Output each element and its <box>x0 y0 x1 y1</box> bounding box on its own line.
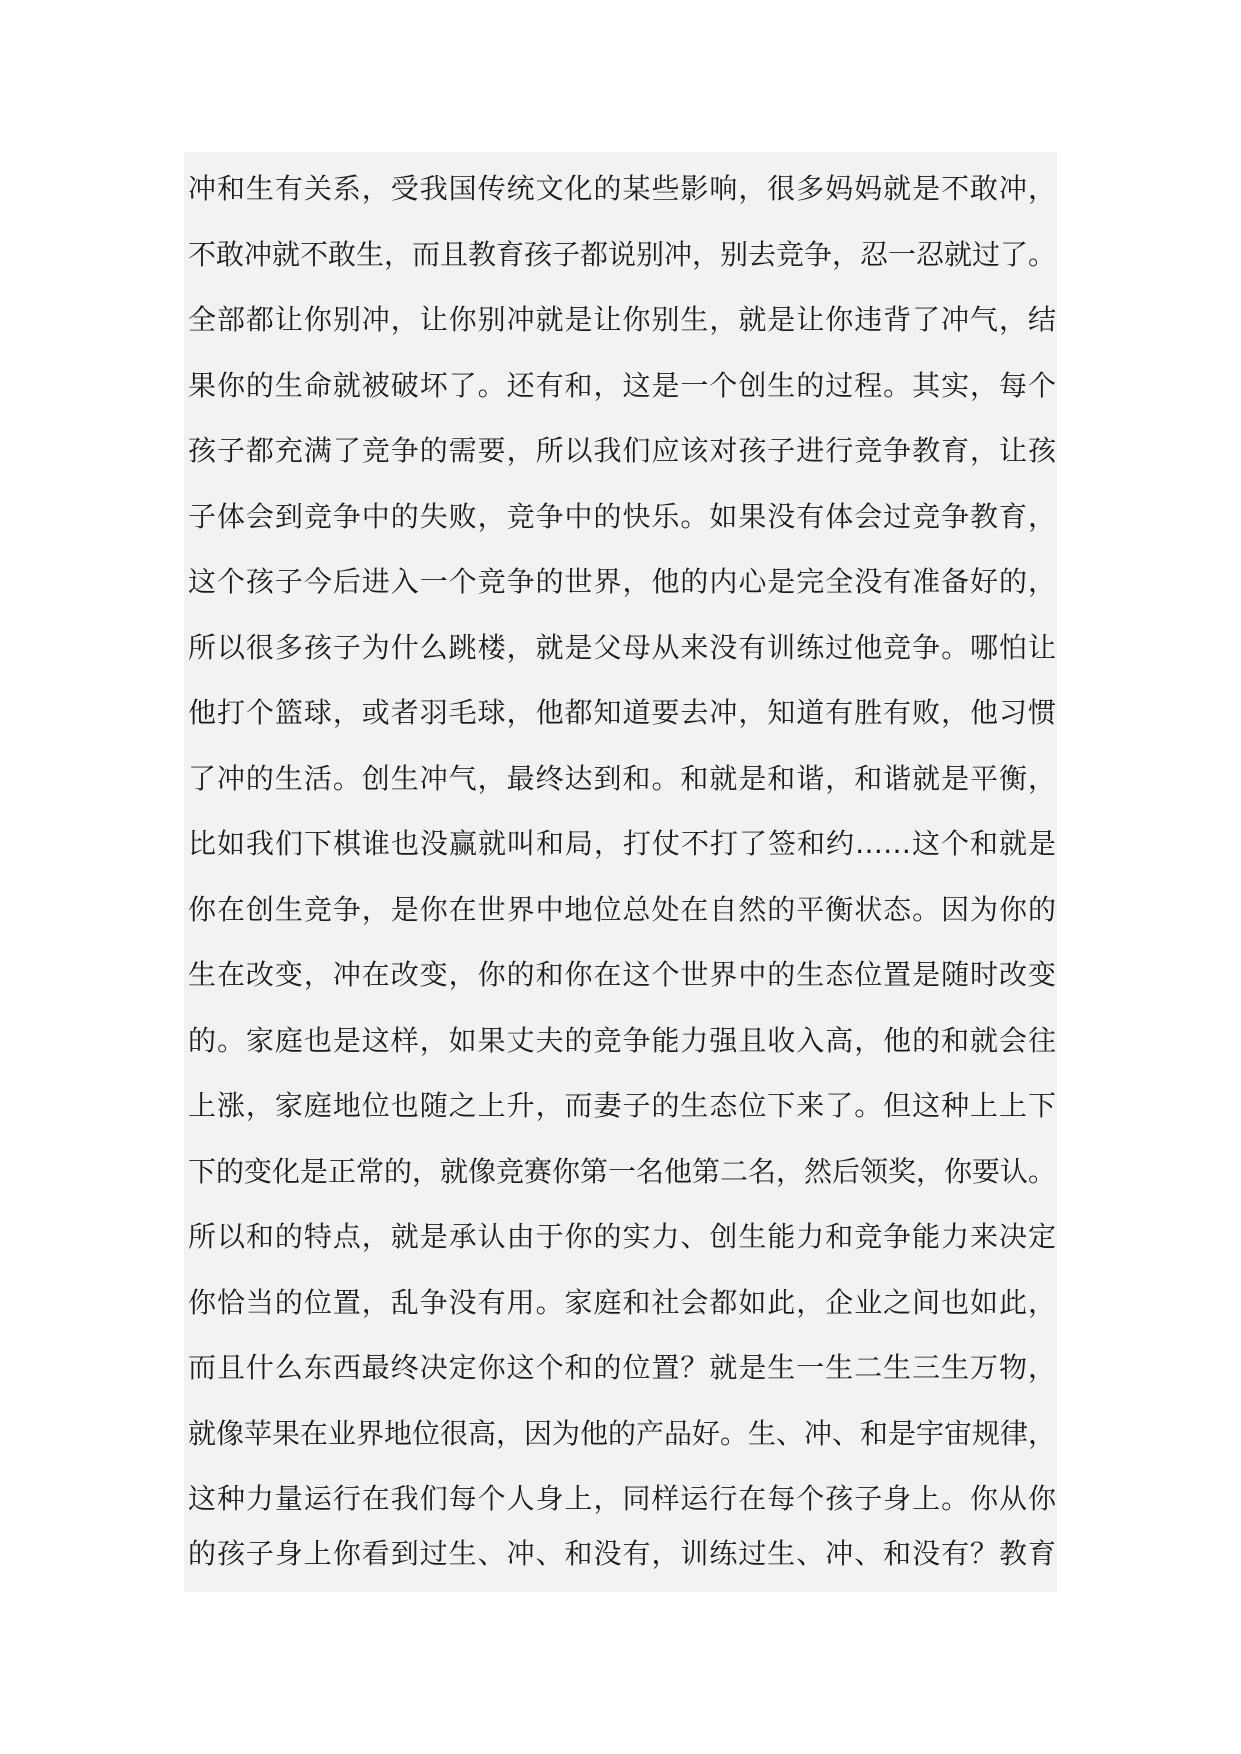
text-line: 你恰当的位置，乱争没有用。家庭和社会都如此，企业之间也如此， <box>188 1285 1056 1319</box>
text-line: 你在创生竞争，是你在世界中地位总处在自然的平衡状态。因为你的 <box>188 892 1056 926</box>
text-line: 冲和生有关系，受我国传统文化的某些影响，很多妈妈就是不敢冲， <box>188 172 1056 205</box>
text-line: 这种力量运行在我们每个人身上，同样运行在每个孩子身上。你从你 <box>188 1482 1056 1515</box>
text-line: 比如我们下棋谁也没赢就叫和局，打仗不打了签和约……这个和就是 <box>188 827 1056 860</box>
text-line: 孩子都充满了竞争的需要，所以我们应该对孩子进行竞争教育，让孩 <box>188 434 1056 467</box>
text-line: 生在改变，冲在改变，你的和你在这个世界中的生态位置是随时改变 <box>188 958 1056 991</box>
text-line: 了冲的生活。创生冲气，最终达到和。和就是和谐，和谐就是平衡， <box>188 761 1056 795</box>
text-line: 上涨，家庭地位也随之上升，而妻子的生态位下来了。但这种上上下 <box>188 1089 1056 1122</box>
text-line: 的孩子身上你看到过生、冲、和没有，训练过生、冲、和没有？教育 <box>188 1537 1056 1570</box>
text-line: 所以很多孩子为什么跳楼，就是父母从来没有训练过他竞争。哪怕让 <box>188 630 1056 664</box>
text-line: 子体会到竞争中的失败，竞争中的快乐。如果没有体会过竞争教育， <box>188 499 1056 533</box>
text-line: 全部都让你别冲，让你别冲就是让你别生，就是让你违背了冲气，结 <box>188 303 1056 336</box>
text-line: 下的变化是正常的，就像竞赛你第一名他第二名，然后领奖，你要认。 <box>188 1154 1057 1188</box>
text-line: 这个孩子今后进入一个竞争的世界，他的内心是完全没有准备好的， <box>188 565 1056 598</box>
text-line: 的。家庭也是这样，如果丈夫的竞争能力强且收入高，他的和就会往 <box>188 1023 1056 1057</box>
text-line: 而且什么东西最终决定你这个和的位置？就是生一生二生三生万物， <box>188 1351 1056 1384</box>
text-line: 所以和的特点，就是承认由于你的实力、创生能力和竞争能力来决定 <box>188 1220 1056 1253</box>
text-line: 就像苹果在业界地位很高，因为他的产品好。生、冲、和是宇宙规律， <box>188 1416 1057 1450</box>
highlighted-text-block <box>184 152 1057 1592</box>
text-line: 他打个篮球，或者羽毛球，他都知道要去冲，知道有胜有败，他习惯 <box>188 696 1056 729</box>
text-line: 果你的生命就被破坏了。还有和，这是一个创生的过程。其实，每个 <box>188 368 1056 402</box>
text-line: 不敢冲就不敢生，而且教育孩子都说别冲，别去竞争，忍一忍就过了。 <box>188 237 1057 271</box>
